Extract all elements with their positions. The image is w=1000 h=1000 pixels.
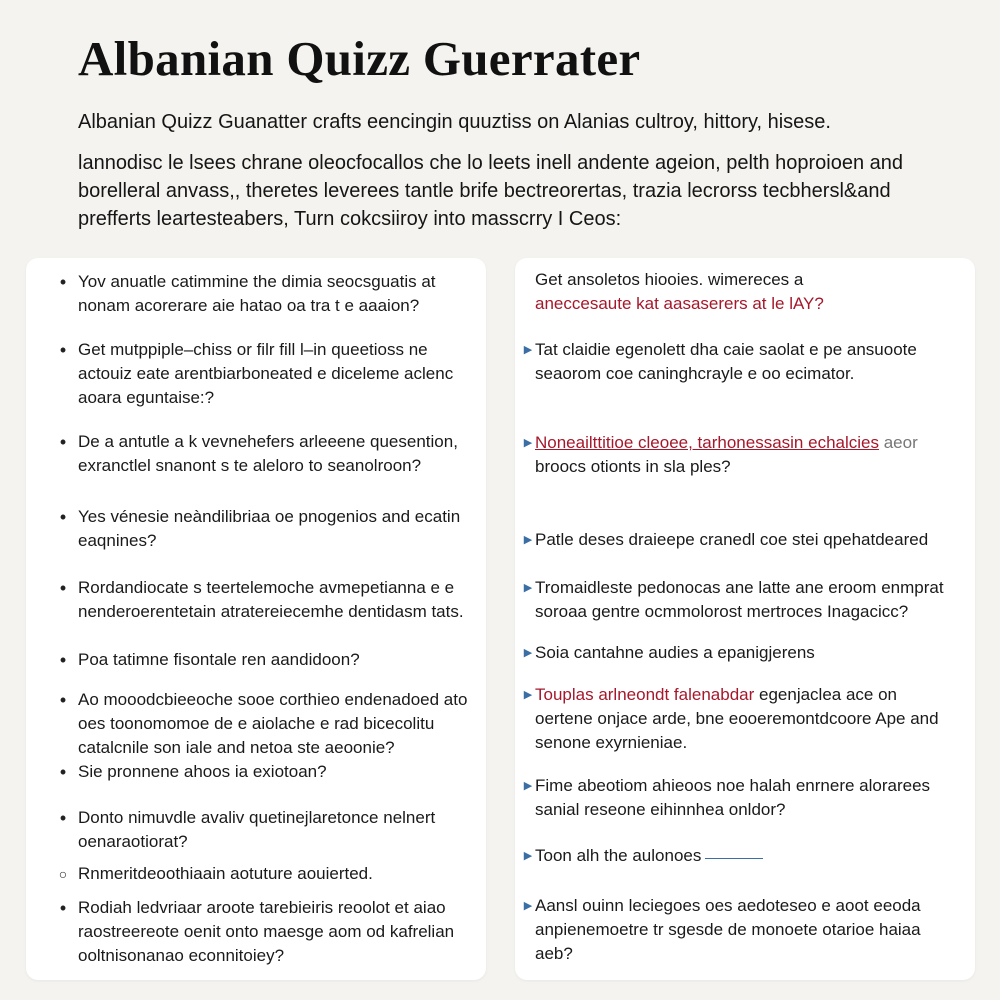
item-text: Poa tatimne fisontale ren aandidoon? xyxy=(78,650,360,669)
arrow-right-icon: ▶ xyxy=(523,582,533,594)
right-question-card xyxy=(515,258,975,980)
bullet-icon: • xyxy=(59,898,67,918)
item-text: eaqnines? xyxy=(78,531,157,550)
intro-paragraph xyxy=(78,149,938,233)
item-text: Ao mooodcbieeoche sooe corthieo endenadoed ato xyxy=(78,690,468,709)
list-item xyxy=(523,641,925,665)
bullet-icon: • xyxy=(59,650,67,670)
bullet-icon: • xyxy=(59,690,67,710)
intro-line: borelleral anvass,, theretes leverees tantle brife bectreorertas, trazia lecrorss tecbhersl&and xyxy=(78,180,891,202)
fill-in-blank[interactable] xyxy=(705,858,763,859)
bullet-icon: • xyxy=(59,578,67,598)
list-item xyxy=(59,896,468,968)
list-item xyxy=(59,505,468,553)
arrow-right-icon: ▶ xyxy=(523,534,533,546)
arrow-right-icon: ▶ xyxy=(523,647,533,659)
left-question-card xyxy=(26,258,486,980)
list-item xyxy=(59,576,468,624)
page-title: Albanian Quizz Guerrater xyxy=(78,31,641,86)
intro-line: lannodisc le lsees chrane oleocfocallos che lo leets inell andente ageion, pelth hoproioen and xyxy=(78,152,904,174)
arrow-right-icon: ▶ xyxy=(523,900,533,912)
list-item xyxy=(59,806,468,854)
list-item xyxy=(523,431,925,479)
bullet-icon: • xyxy=(59,762,67,782)
item-text: Toon alh the aulonoes xyxy=(535,846,702,865)
item-text: oes toonomomoe de e aiolache e rad bicecolitu xyxy=(78,714,435,733)
item-text: Rordandiocate s teertelemoche avmepetianna e e xyxy=(78,578,455,597)
arrow-right-icon: ▶ xyxy=(523,344,533,356)
highlighted-text: Noneailttitioe cleoee, tarhonessasin echalcies xyxy=(535,433,879,452)
list-item xyxy=(59,648,468,672)
item-text: Patle deses draieepe cranedl coe stei qpehatdeared xyxy=(535,530,929,549)
item-text: Yes vénesie neàndilibriaa oe pnogenios and ecatin xyxy=(78,507,461,526)
item-text: Yov anuatle catimmine the dimia seocsguatis at xyxy=(78,272,436,291)
list-item xyxy=(523,774,931,822)
item-text: Tromaidleste pedonocas ane latte ane eroom enmprat xyxy=(535,578,944,597)
circle-icon: ○ xyxy=(58,866,68,882)
item-text: senone exyrnieniae. xyxy=(535,733,688,752)
item-text: oertene onjace arde, bne eooeremontdcoore Ape and xyxy=(535,709,939,728)
list-item xyxy=(59,338,468,410)
item-text: broocs otionts in sla ples? xyxy=(535,457,731,476)
item-text: Tat claidie egenolett dha caie saolat e pe ansuoote xyxy=(535,340,917,359)
item-text: raostreereote oenit onto maesge aom od kafrelian xyxy=(78,922,455,941)
list-item xyxy=(59,430,468,478)
item-text: ooltnisonanao econnitoiey? xyxy=(78,946,285,965)
list-item xyxy=(523,528,929,552)
item-text: aeb? xyxy=(535,944,573,963)
item-text: Donto nimuvdle avaliv quetinejlaretonce nelnert xyxy=(78,808,436,827)
bullet-icon: • xyxy=(59,808,67,828)
item-text: nenderoerentetain atratereiecemhe dentidasm tats. xyxy=(78,602,464,621)
item-text: aoara eguntaise:? xyxy=(78,388,215,407)
list-item xyxy=(523,844,925,868)
highlighted-text: aneccesaute kat aasaserers at le lAY? xyxy=(535,294,824,313)
list-item xyxy=(523,683,939,755)
item-text: exranctlel snanont s te aleloro to seanolroon? xyxy=(78,456,422,475)
arrow-right-icon: ▶ xyxy=(523,850,533,862)
bullet-icon: • xyxy=(59,340,67,360)
page-subtitle: Albanian Quizz Guanatter crafts eencingin quuztiss on Alanias cultroy, hittory, hisese. xyxy=(78,111,831,133)
item-text: Aansl ouinn leciegoes oes aedoteseo e aoot eeoda xyxy=(535,896,921,915)
arrow-right-icon: ▶ xyxy=(523,689,533,701)
item-text: egenjaclea ace on xyxy=(754,685,898,704)
item-text: oenaraotiorat? xyxy=(78,832,188,851)
item-text: De a antutle a k vevnehefers arleeene quesention, xyxy=(78,432,458,451)
item-text: sanial reseone eihinnhea onldor? xyxy=(535,800,786,819)
item-text: anpienemoetre tr sgesde de monoete otarioe haiaa xyxy=(535,920,921,939)
item-text: seaorom coe caninghcrayle e oo ecimator. xyxy=(535,364,855,383)
arrow-right-icon: ▶ xyxy=(523,437,533,449)
item-text: nonam acorerare aie hatao oa tra t e aaaion? xyxy=(78,296,420,315)
highlighted-text: Touplas arlneondt falenabdar xyxy=(535,685,755,704)
list-item xyxy=(58,862,468,886)
list-item xyxy=(535,268,925,316)
bullet-icon: • xyxy=(59,507,67,527)
item-text: actouiz eate arentbiarboneated e diceleme aclenc xyxy=(78,364,454,383)
list-item xyxy=(523,576,944,624)
item-text: Get mutppiple–chiss or filr fill l–in queetioss ne xyxy=(78,340,428,359)
arrow-right-icon: ▶ xyxy=(523,780,533,792)
item-text: aeor xyxy=(878,433,918,452)
bullet-icon: • xyxy=(59,432,67,452)
list-item xyxy=(523,338,925,386)
intro-line: prefferts leartesteabers, Turn cokcsiiroy into masscrry I Ceos: xyxy=(78,208,622,230)
item-text: soroaa gentre ocmmolorost mertroces Inagacicc? xyxy=(535,602,909,621)
item-text: Rodiah ledvriaar aroote tarebieiris reoolot et aiao xyxy=(78,898,446,917)
list-item xyxy=(59,760,468,784)
list-item xyxy=(59,688,468,760)
list-item xyxy=(523,894,925,966)
item-text: Get ansoletos hiooies. wimereces a xyxy=(535,270,804,289)
item-text: Sie pronnene ahoos ia exiotoan? xyxy=(78,762,327,781)
item-text: catalcnile son iale and netoa ste aeoonie? xyxy=(78,738,395,757)
item-text: Fime abeotiom ahieoos noe halah enrnere alorarees xyxy=(535,776,931,795)
item-text: Soia cantahne audies a epanigjerens xyxy=(535,643,815,662)
bullet-icon: • xyxy=(59,272,67,292)
item-text: Rnmeritdeoothiaain aotuture aouierted. xyxy=(78,864,373,883)
list-item xyxy=(59,270,468,318)
